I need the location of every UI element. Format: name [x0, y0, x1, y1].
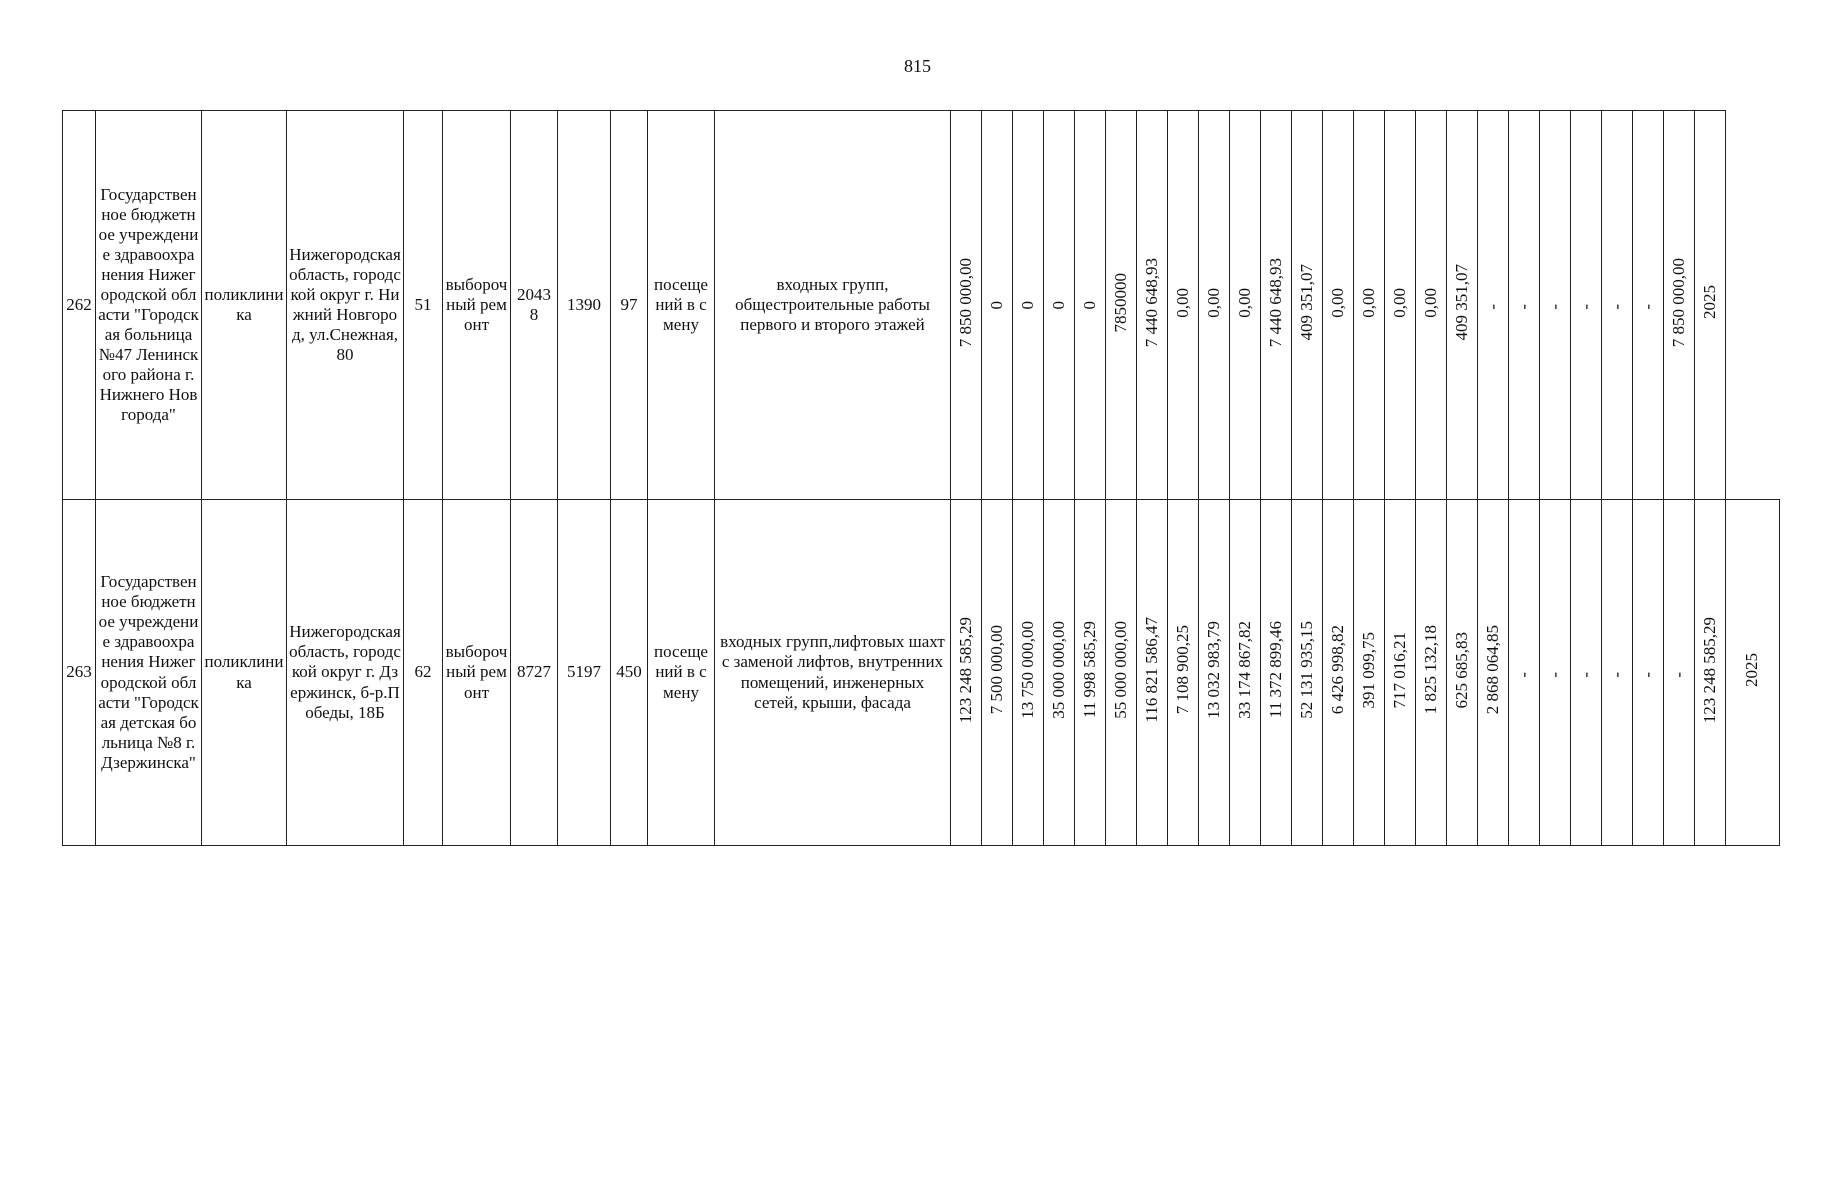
- amount-value: 123 248 585,29: [1699, 616, 1719, 724]
- amount-value: 13 750 000,00: [1017, 621, 1037, 719]
- amount-value: 0: [1017, 301, 1037, 310]
- amount-value: 13 032 983,79: [1203, 621, 1223, 719]
- amount-cell: [1478, 111, 1509, 500]
- works-description-cell: входных групп,лифтовых шахт с заменой лифтов, внутренних помещений, инженерных сетей, крыши, фасада: [715, 500, 951, 846]
- capacity-extra-cell: 97: [611, 111, 648, 500]
- code-cell: 62: [404, 500, 443, 846]
- amount-cell: [1044, 111, 1075, 500]
- amount-cell: [1664, 111, 1695, 500]
- amount-cell: [1075, 500, 1106, 846]
- amount-value: -: [1606, 304, 1626, 310]
- registry-table: [62, 110, 1780, 846]
- amount-cell: [1385, 500, 1416, 846]
- amount-value: 116 821 586,47: [1141, 617, 1161, 723]
- amount-value: 0: [1048, 301, 1068, 310]
- amount-cell: [1447, 111, 1478, 500]
- amount-cell: [1199, 111, 1230, 500]
- amount-cell: [1354, 500, 1385, 846]
- row-number-cell: 262: [63, 111, 96, 500]
- capacity-unit-cell: посещений в смену: [648, 500, 715, 846]
- amount-cell: [1540, 111, 1571, 500]
- area-cell: 20438: [511, 111, 558, 500]
- amount-value: 0,00: [1358, 287, 1378, 318]
- address-cell: Нижегородская область, городской округ г. Нижний Новгород, ул.Снежная, 80: [287, 111, 404, 500]
- amount-cell: [1044, 500, 1075, 846]
- amount-cell: [1416, 500, 1447, 846]
- amount-value: 52 131 935,15: [1296, 621, 1316, 719]
- amount-cell: [1540, 500, 1571, 846]
- amount-value: -: [1482, 304, 1502, 310]
- amount-value: -: [1513, 671, 1533, 678]
- amount-value: 7 440 648,93: [1141, 257, 1161, 348]
- amount-value: 33 174 867,82: [1234, 621, 1254, 719]
- amount-value: 0,00: [1327, 287, 1347, 318]
- capacity-cell: 1390: [558, 111, 611, 500]
- amount-cell: [1633, 111, 1664, 500]
- amount-value: 7850000: [1110, 272, 1130, 333]
- amount-value: -: [1637, 671, 1657, 678]
- capacity-extra-cell: 450: [611, 500, 648, 846]
- amount-cell: [982, 111, 1013, 500]
- amount-cell: [1571, 500, 1602, 846]
- amount-value: 7 850 000,00: [955, 257, 975, 348]
- amount-cell: [951, 500, 982, 846]
- amount-cell: [1726, 500, 1780, 846]
- amount-cell: [1509, 500, 1540, 846]
- amount-cell: [1602, 111, 1633, 500]
- amount-value: 0: [986, 301, 1006, 310]
- amount-cell: [1137, 111, 1168, 500]
- amount-cell: [1509, 111, 1540, 500]
- amount-value: 0,00: [1389, 287, 1409, 318]
- capacity-unit-cell: посещений в смену: [648, 111, 715, 500]
- amount-value: 35 000 000,00: [1048, 621, 1068, 719]
- amount-value: 6 426 998,82: [1327, 625, 1347, 715]
- amount-cell: [1199, 500, 1230, 846]
- amount-value: 409 351,07: [1451, 264, 1471, 341]
- amount-value: -: [1575, 671, 1595, 678]
- amount-cell: [1106, 500, 1137, 846]
- amount-value: 7 500 000,00: [986, 625, 1006, 715]
- amount-cell: [1447, 500, 1478, 846]
- amount-cell: [1416, 111, 1447, 500]
- amount-value: 0,00: [1203, 287, 1223, 318]
- amount-cell: [1168, 111, 1199, 500]
- amount-cell: [1633, 500, 1664, 846]
- code-cell: 51: [404, 111, 443, 500]
- amount-cell: [1354, 111, 1385, 500]
- amount-cell: [1261, 500, 1292, 846]
- amount-value: 123 248 585,29: [955, 616, 975, 724]
- amount-value: 0: [1079, 301, 1099, 310]
- amount-cell: [1106, 111, 1137, 500]
- row-number-cell: 263: [63, 500, 96, 846]
- amount-value: 0,00: [1172, 287, 1192, 318]
- organization-cell: Государственное бюджетное учреждение здравоохранения Нижегородской области "Городская детская больница №8 г.Дзержинска": [96, 500, 202, 846]
- amount-cell: [1602, 500, 1633, 846]
- amount-cell: [1292, 500, 1323, 846]
- amount-value: 0,00: [1234, 287, 1254, 318]
- amount-value: 409 351,07: [1296, 264, 1316, 341]
- repair-type-cell: выборочный ремонт: [443, 500, 511, 846]
- amount-cell: [951, 111, 982, 500]
- amount-cell: [1230, 111, 1261, 500]
- page-number: 815: [904, 56, 931, 76]
- amount-cell: [1137, 500, 1168, 846]
- amount-cell: [982, 500, 1013, 846]
- amount-value: 0,00: [1420, 287, 1440, 318]
- amount-cell: [1664, 500, 1695, 846]
- amount-value: 2025: [1742, 652, 1762, 687]
- amount-value: -: [1668, 671, 1688, 678]
- amount-cell: [1230, 500, 1261, 846]
- amount-value: -: [1575, 304, 1595, 310]
- amount-value: 2 868 064,85: [1482, 625, 1502, 715]
- amount-cell: [1323, 500, 1354, 846]
- amount-cell: [1168, 500, 1199, 846]
- amount-value: 7 850 000,00: [1668, 257, 1688, 348]
- amount-value: 717 016,21: [1389, 631, 1409, 709]
- amount-cell: [1013, 500, 1044, 846]
- amount-value: 391 099,75: [1358, 631, 1378, 709]
- amount-value: 7 440 648,93: [1265, 257, 1285, 348]
- amount-value: 7 108 900,25: [1172, 625, 1192, 715]
- facility-type-cell: поликлиника: [202, 500, 287, 846]
- amount-cell: [1571, 111, 1602, 500]
- amount-value: -: [1544, 671, 1564, 678]
- amount-value: -: [1544, 304, 1564, 310]
- address-cell: Нижегородская область, городской округ г. Дзержинск, б-р.Победы, 18Б: [287, 500, 404, 846]
- amount-cell: [1323, 111, 1354, 500]
- facility-type-cell: поликлиника: [202, 111, 287, 500]
- amount-cell: [1013, 111, 1044, 500]
- amount-cell: [1695, 500, 1726, 846]
- amount-cell: [1261, 111, 1292, 500]
- amount-cell: [1385, 111, 1416, 500]
- works-description-cell: входных групп, общестроительные работы первого и второго этажей: [715, 111, 951, 500]
- table-row: [63, 111, 1780, 500]
- amount-value: -: [1606, 671, 1626, 678]
- amount-cell: [1292, 111, 1323, 500]
- amount-cell: [1695, 111, 1726, 500]
- organization-cell: Государственное бюджетное учреждение здравоохранения Нижегородской области "Городская больница №47 Ленинского района г.Нижнего Новгорода": [96, 111, 202, 500]
- area-cell: 8727: [511, 500, 558, 846]
- table-row: [63, 500, 1780, 846]
- amount-value: 55 000 000,00: [1110, 621, 1130, 719]
- capacity-cell: 5197: [558, 500, 611, 846]
- repair-type-cell: выборочный ремонт: [443, 111, 511, 500]
- amount-cell: [1075, 111, 1106, 500]
- amount-value: -: [1513, 304, 1533, 310]
- amount-value: 625 685,83: [1451, 631, 1471, 709]
- amount-value: 11 372 899,46: [1265, 621, 1285, 719]
- amount-value: 2025: [1699, 285, 1719, 320]
- amount-value: 1 825 132,18: [1420, 625, 1440, 715]
- amount-value: 11 998 585,29: [1079, 621, 1099, 719]
- amount-cell: [1478, 500, 1509, 846]
- amount-value: -: [1637, 304, 1657, 310]
